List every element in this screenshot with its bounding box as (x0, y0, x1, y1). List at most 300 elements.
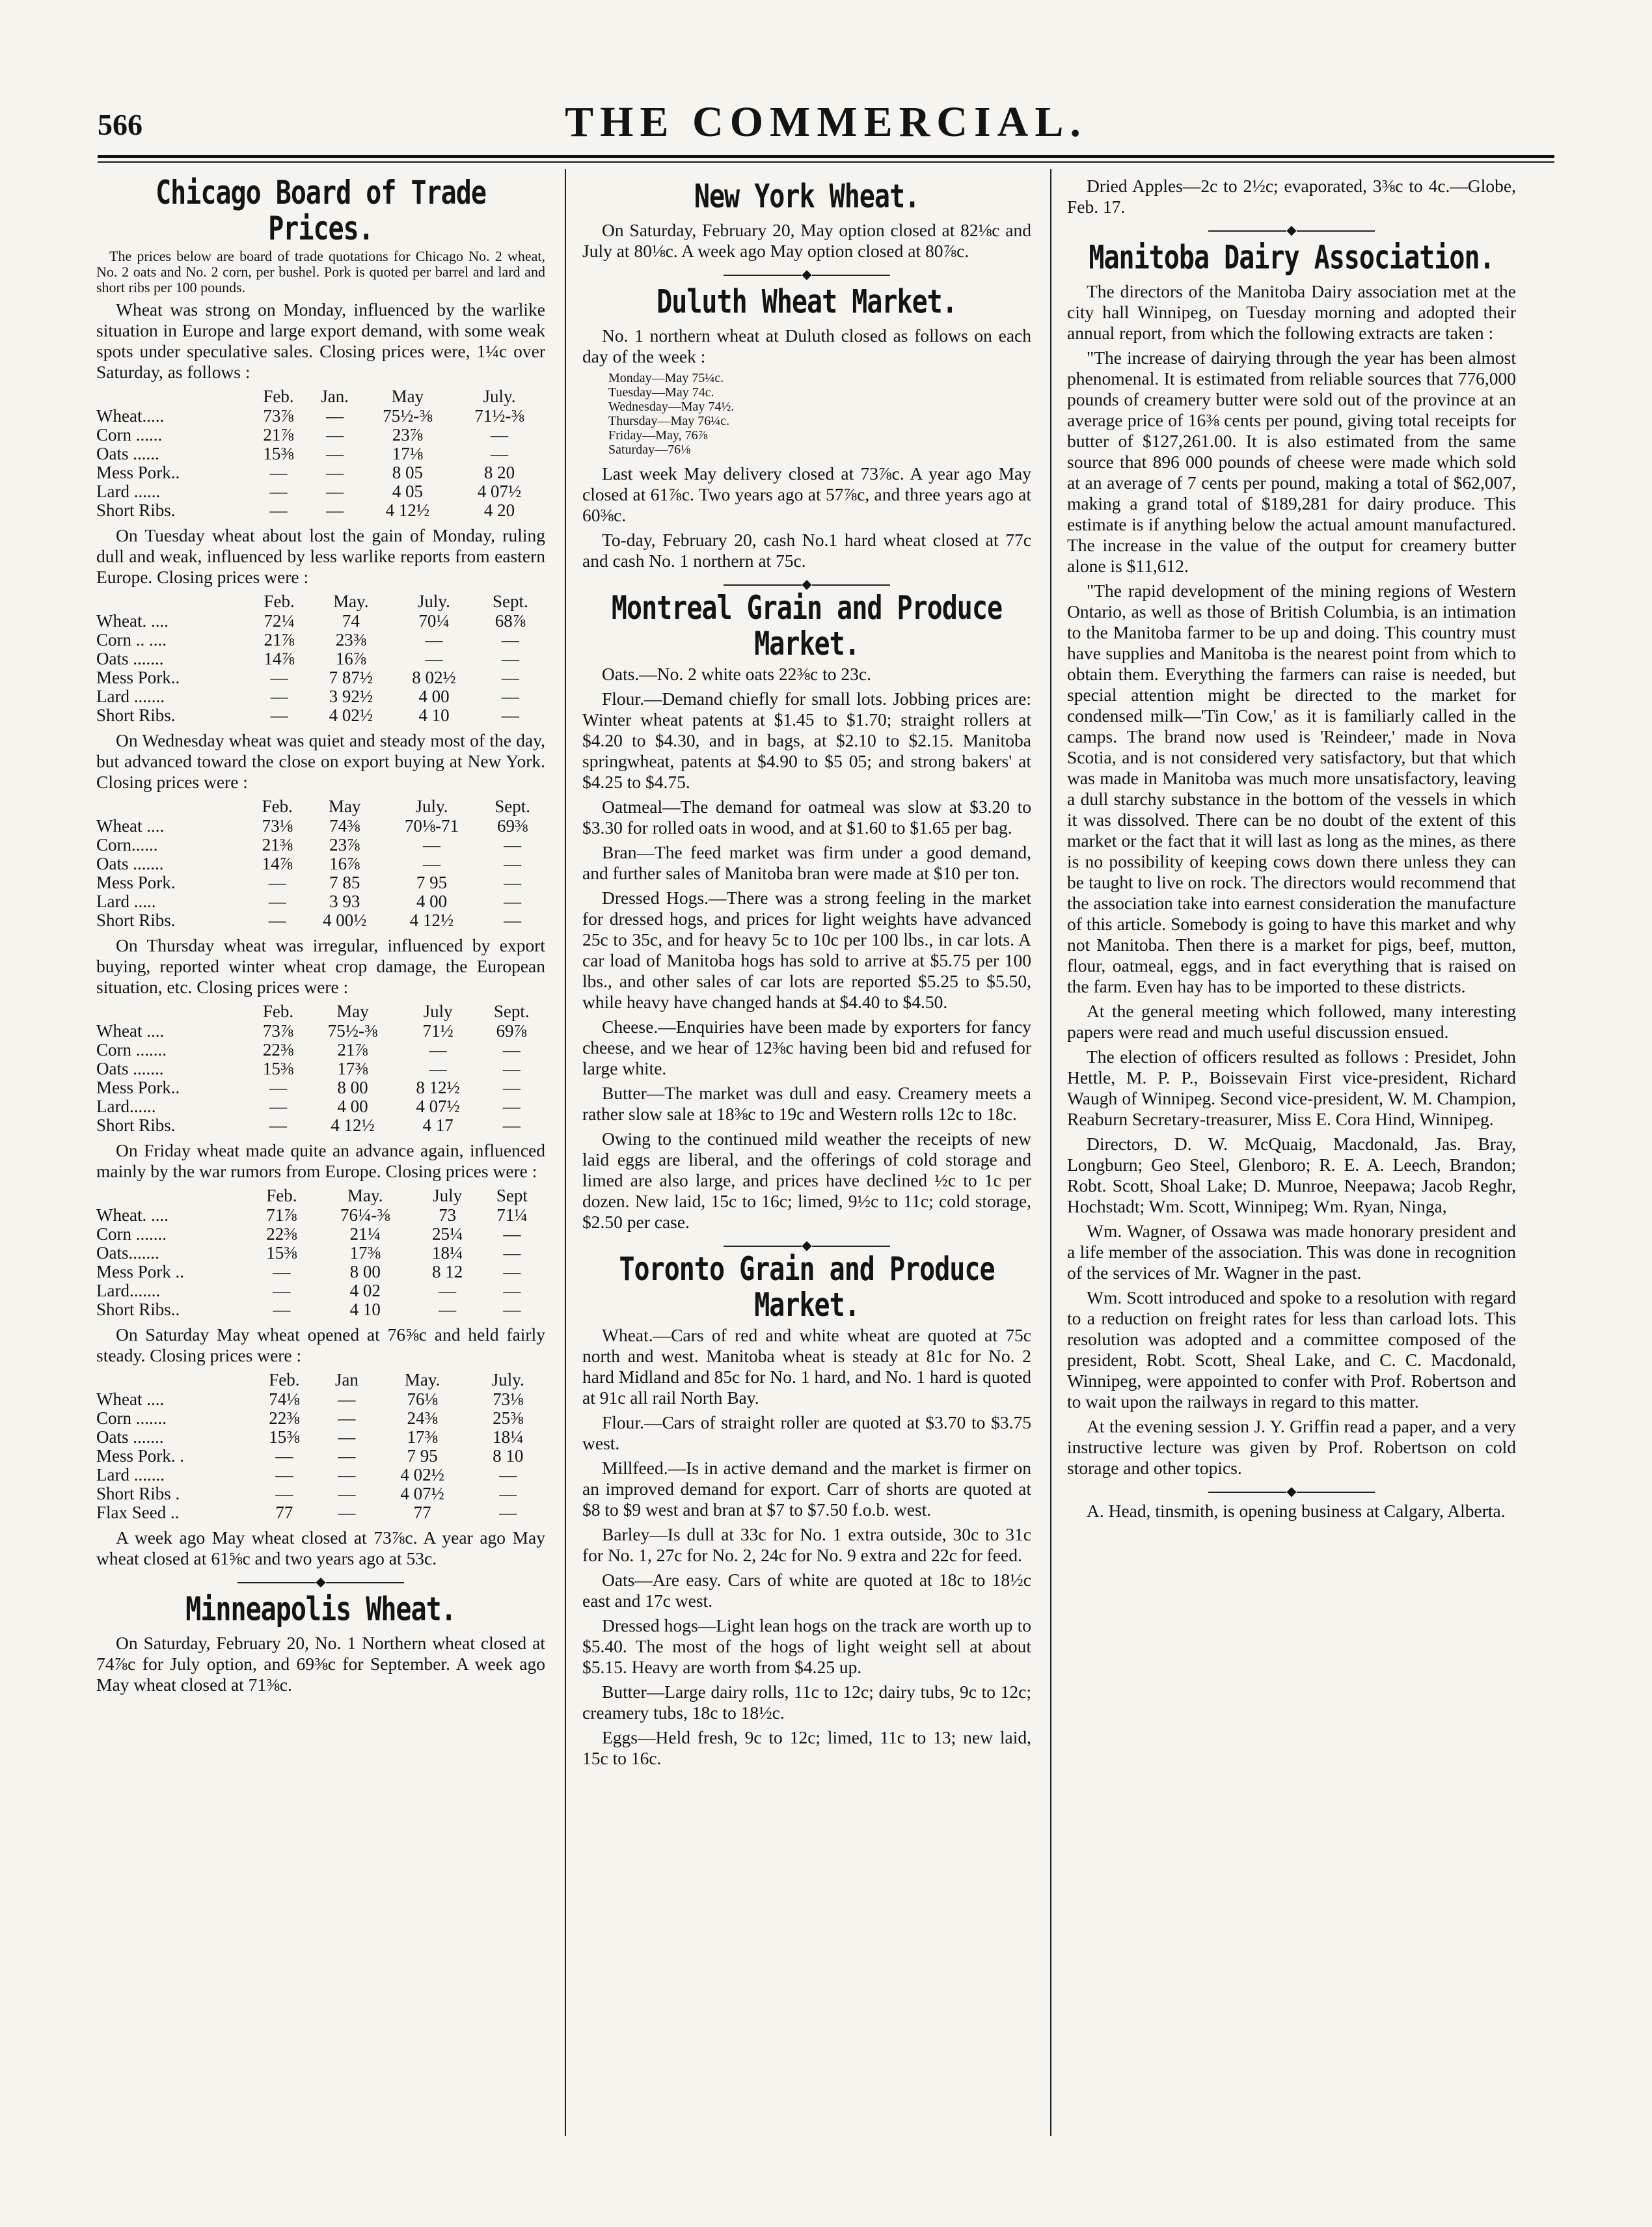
price-cell: 15⅜ (269, 1427, 300, 1447)
column-header: July (433, 1186, 463, 1205)
column-header: July. (415, 797, 448, 816)
price-cell: 18¼ (431, 1243, 463, 1263)
toronto-wheat: Wheat.—Cars of red and white wheat are quoted at 75c north and west. Manitoba wheat is steady at 81c for No. 2 hard Midland and 85c for No. 1 hard, and No. 1 hard is quoted at 91c all rail North Bay. (582, 1325, 1031, 1408)
price-cell: — (338, 1408, 356, 1428)
price-table-wednesday (96, 797, 545, 930)
column-header: Sept. (492, 592, 528, 611)
price-cell: — (425, 630, 443, 649)
table-row (96, 1244, 545, 1263)
table-row (96, 1503, 545, 1522)
commodity-label: Mess Pork .. (96, 1262, 185, 1281)
price-cell: 73⅛ (493, 1389, 524, 1409)
toronto-millfeed: Millfeed.—Is in active demand and the market is firmer on an improved demand for export. Carr of shorts are quoted at $8 to $9 west and bran at $7 to $7.50 f.o.b. west. (582, 1458, 1031, 1520)
price-cell: 70⅛-71 (404, 816, 459, 836)
dairy-heading: Manitoba Dairy Association. (1089, 239, 1495, 277)
price-cell: — (503, 1262, 521, 1281)
price-cell: — (502, 1078, 521, 1097)
column-header: Sept. (493, 1002, 530, 1021)
price-cell: — (501, 630, 519, 649)
page-number: 566 (98, 108, 142, 141)
table-row (96, 1041, 545, 1059)
list-item: Thursday—May 76¼c. (608, 414, 730, 428)
price-cell: — (504, 835, 522, 854)
column-header: Sept (496, 1186, 528, 1205)
commodity-label: Wheat. .... (96, 1205, 169, 1225)
price-cell: — (501, 687, 519, 706)
column-header: May. (347, 1186, 383, 1205)
price-cell: — (326, 425, 344, 444)
column-header: Jan (334, 1370, 359, 1389)
price-cell: — (503, 1281, 521, 1300)
table-row (96, 1263, 545, 1281)
price-cell: 21⅞ (337, 1040, 368, 1059)
column-header: Jan. (321, 387, 349, 406)
column-header (96, 1186, 249, 1206)
table-row (96, 1409, 545, 1428)
price-cell: 22⅜ (262, 1040, 294, 1059)
commodity-label: Mess Pork. (96, 873, 176, 892)
price-cell: — (429, 1040, 447, 1059)
column-header: May (391, 387, 424, 406)
price-cell: 8 00 (337, 1078, 368, 1097)
price-cell: — (338, 1427, 356, 1447)
table-row (96, 1484, 545, 1503)
price-cell: 4 07½ (400, 1484, 444, 1503)
price-cell: 71¼ (496, 1205, 528, 1225)
price-cell: 4 10 (349, 1300, 381, 1319)
commodity-label: Wheat..... (96, 406, 165, 426)
price-cell: — (273, 1262, 291, 1281)
commodity-label: Short Ribs. (96, 910, 176, 930)
price-cell: — (503, 1300, 521, 1319)
table-row (96, 668, 545, 687)
commodity-label: Oats ....... (96, 1059, 164, 1078)
price-cell: — (268, 873, 286, 892)
montreal-butter: Butter—The market was dull and easy. Creamery meets a rather slow sale at 18⅜c to 19c and Western rolls 12c to 18c. (582, 1083, 1031, 1124)
price-cell: — (270, 668, 288, 687)
price-cell: 8 20 (483, 463, 515, 482)
commodity-label: Lard ....... (96, 687, 165, 706)
dairy-paragraph-2: "The increase of dairying through the year has been almost phenomenal. It is estimated from reliable sources that 776,000 pounds of creamery butter were sold out of the province at an average price of 16⅜ cents per pound, giving total receipts for butter of $127,261.00. It is also estimated from the same source that 896 000 pounds of cheese were made which sold at an average of 7 cents per pound, making a total of $62,007, making a grand total of $189,281 for dairy produce. This estimate is if anything below the actual amount manufactured. The increase in the value of the output for creamery butter alone is $11,612. (1067, 348, 1516, 576)
price-cell: — (503, 1243, 521, 1263)
commodity-label: Lard ...... (96, 482, 161, 501)
price-cell: 75½-⅜ (383, 406, 433, 426)
table-row (96, 1116, 545, 1135)
column-header (96, 1002, 249, 1022)
price-cell: 4 00 (418, 687, 450, 706)
list-item: Monday—May 75¼c. (608, 371, 724, 385)
price-cell: — (439, 1300, 457, 1319)
price-cell: 17⅜ (407, 1427, 438, 1447)
price-cell: 23⅞ (329, 835, 360, 854)
commodity-label: Mess Pork.. (96, 463, 180, 482)
column-header: Feb. (262, 797, 293, 816)
price-cell: 22⅜ (266, 1224, 297, 1244)
price-cell: — (504, 892, 522, 911)
dried-apples-paragraph: Dried Apples—2c to 2½c; evaporated, 3⅜c to 4c.—Globe, Feb. 17. (1067, 176, 1516, 217)
price-cell: — (502, 1059, 521, 1078)
dairy-paragraph-1: The directors of the Manitoba Dairy association met at the city hall Winnipeg, on Tuesday morning and adopted their annual report, from which the following extracts are taken : (1067, 281, 1516, 343)
price-cell: — (269, 1115, 287, 1135)
table-header-row (96, 1002, 545, 1022)
column-header: Feb. (266, 1186, 297, 1205)
toronto-dressed-hogs: Dressed hogs—Light lean hogs on the track are worth up to $5.40. The most of the hogs of light weight sell at about $5.15. Heavy are worth from $4.25 up. (582, 1615, 1031, 1677)
column-header (96, 1370, 249, 1390)
price-cell: 75½-⅜ (327, 1021, 378, 1041)
commodity-label: Mess Pork. . (96, 1446, 185, 1466)
price-cell: 73⅞ (262, 1021, 294, 1041)
table-row (96, 687, 545, 706)
table-row (96, 407, 545, 426)
table-row (96, 1225, 545, 1244)
chicago-note: The prices below are board of trade quotations for Chicago No. 2 wheat, No. 2 oats and No. 2 corn, per bushel. Pork is quoted per barrel and lard and short ribs per 100 pounds. (96, 248, 545, 295)
table-header-row (96, 1186, 545, 1206)
table-row (96, 1078, 545, 1097)
price-cell: 7 95 (407, 1446, 438, 1466)
price-cell: — (273, 1281, 291, 1300)
duluth-daily-list (608, 371, 1031, 457)
commodity-label: Corn...... (96, 835, 158, 854)
price-cell: 4 00 (416, 892, 448, 911)
price-cell: 21¼ (349, 1224, 381, 1244)
column-header (96, 797, 249, 817)
price-cell: — (501, 668, 519, 687)
column-1 (96, 176, 545, 1699)
price-table-thursday (96, 1002, 545, 1135)
price-cell: — (326, 463, 344, 482)
price-cell: — (326, 500, 344, 520)
column-2 (582, 176, 1031, 1773)
price-cell: — (501, 705, 519, 725)
price-cell: 15⅜ (266, 1243, 297, 1263)
montreal-bran: Bran—The feed market was firm under a good demand, and further sales of Manitoba bran were made at $10 per ton. (582, 842, 1031, 883)
price-cell: 4 12½ (385, 500, 430, 520)
price-cell: — (269, 500, 288, 520)
price-cell: 25⅜ (493, 1408, 524, 1428)
price-cell: 73⅞ (263, 406, 294, 426)
toronto-oats: Oats—Are easy. Cars of white are quoted at 18c to 18½c east and 17c west. (582, 1570, 1031, 1611)
commodity-label: Short Ribs . (96, 1484, 180, 1503)
dairy-paragraph-8: Wm. Scott introduced and spoke to a resolution with regard to a reduction on freight rates for less than carload lots. This resolution was adopted and a committee composed of the president, Robt. Scott, Sheal Lake, and C. C. Macdonald, Winnipeg, were appointed to confer with Prof. Robertson and to wait upon the railways in regard to this matter. (1067, 1287, 1516, 1412)
dairy-paragraph-6: Directors, D. W. McQuaig, Macdonald, Jas. Bray, Longburn; Geo Steel, Glenboro; R. E. A. Leech, Brandon; Robt. Scott, Shoal Lake; D. Munroe, Neepawa; Jacob Reghr, Hochstadt; Wm. Scott, Winnipeg; Wm. Ryan, Ninga, (1067, 1134, 1516, 1216)
price-cell: 77 (413, 1503, 431, 1522)
price-cell: — (269, 482, 288, 501)
price-cell: 74⅜ (329, 816, 360, 836)
table-header-row (96, 797, 545, 817)
price-cell: 4 20 (483, 500, 515, 520)
price-cell: — (422, 854, 440, 873)
price-cell: — (502, 1115, 521, 1135)
price-cell: 4 00 (337, 1097, 368, 1116)
table-row (96, 612, 545, 631)
list-item: Saturday—76⅛ (608, 443, 691, 457)
price-cell: 4 02½ (400, 1465, 444, 1484)
commodity-label: Lard...... (96, 1097, 156, 1116)
price-cell: 73 (439, 1205, 457, 1225)
column-header: May. (333, 592, 369, 611)
price-cell: 14⅞ (262, 854, 293, 873)
price-cell: — (269, 463, 288, 482)
column-header: Sept. (494, 797, 531, 816)
chicago-heading: Chicago Board of Trade Prices. (156, 176, 486, 248)
commodity-label: Oats ....... (96, 1427, 164, 1447)
table-row (96, 817, 545, 836)
table-row (96, 631, 545, 649)
price-cell: 4 02½ (329, 705, 373, 725)
section-separator: ◆ (582, 1239, 1031, 1252)
table-row (96, 482, 545, 501)
column-header: Feb. (262, 1002, 294, 1021)
price-table-tuesday (96, 592, 545, 725)
table-row (96, 1059, 545, 1078)
table-row (96, 1390, 545, 1409)
week-ago-paragraph: A week ago May wheat closed at 73⅞c. A year ago May wheat closed at 61⅝c and two years ago at 53c. (96, 1527, 545, 1568)
friday-paragraph: On Friday wheat made quite an advance again, influenced mainly by the war rumors from Europe. Closing prices were : (96, 1140, 545, 1181)
price-cell: 16⅞ (329, 854, 360, 873)
column-rule (1050, 169, 1051, 2136)
dairy-paragraph-4: At the general meeting which followed, many interesting papers were read and much useful discussion ensued. (1067, 1001, 1516, 1042)
duluth-paragraph: No. 1 northern wheat at Duluth closed as follows on each day of the week : (582, 325, 1031, 366)
price-cell: 17⅜ (337, 1059, 368, 1078)
table-row (96, 1281, 545, 1300)
table-row (96, 854, 545, 873)
saturday-paragraph: On Saturday May wheat opened at 76⅝c and held fairly steady. Closing prices were : (96, 1324, 545, 1365)
column-header: May. (404, 1370, 440, 1389)
price-cell: — (269, 1078, 287, 1097)
new-york-paragraph: On Saturday, February 20, May option closed at 82⅛c and July at 80⅛c. A week ago May option closed at 80⅞c. (582, 220, 1031, 261)
table-row (96, 1428, 545, 1447)
list-item: Wednesday—May 74½. (608, 400, 735, 414)
tuesday-paragraph: On Tuesday wheat about lost the gain of Monday, ruling dull and weak, influenced by less warlike reports from eastern Europe. Closing prices were : (96, 525, 545, 587)
price-cell: — (490, 425, 508, 444)
price-cell: 4 05 (392, 482, 424, 501)
montreal-eggs: Owing to the continued mild weather the receipts of new laid eggs are liberal, and the offerings of cold storage and limed are also large, and prices have declined ½c to 1c per dozen. New laid, 15c to 16c; limed, 9½c to 11c; cold storage, $2.50 per case. (582, 1128, 1031, 1232)
commodity-label: Corn ....... (96, 1408, 167, 1428)
dairy-paragraph-9: At the evening session J. Y. Griffin read a paper, and a very instructive lecture was given by Prof. Robertson on cold storage and other topics. (1067, 1416, 1516, 1478)
price-cell: 17⅛ (392, 444, 424, 463)
montreal-dressed-hogs: Dressed Hogs.—There was a strong feeling in the market for dressed hogs, and prices for light weights have advanced 25c to 35c, and for heavy 5c to 10c per 100 lbs., in car lots. A car load of Manitoba hogs has sold to arrive at $5.75 per 100 lbs., and other sales of car lots are reported $5.25 to $5.50, while heavy have changed hands at $4.40 to $4.50. (582, 888, 1031, 1012)
price-cell: 4 07½ (416, 1097, 460, 1116)
commodity-label: Short Ribs. (96, 500, 176, 520)
commodity-label: Short Ribs.. (96, 1300, 180, 1319)
price-cell: 21⅜ (262, 835, 293, 854)
price-cell: 4 10 (418, 705, 450, 725)
price-cell: — (504, 873, 522, 892)
table-row (96, 426, 545, 444)
commodity-label: Wheat .... (96, 1021, 165, 1041)
commodity-label: Short Ribs. (96, 1115, 176, 1135)
column-3 (1067, 176, 1516, 1525)
table-row (96, 911, 545, 930)
column-header: July. (417, 592, 450, 611)
table-row (96, 873, 545, 892)
montreal-heading: Montreal Grain and Produce Market. (611, 589, 1003, 663)
price-cell: 21⅞ (264, 630, 295, 649)
duluth-paragraph-2: Last week May delivery closed at 73⅞c. A year ago May closed at 61⅞c. Two years ago at 57⅞c, and three years ago at 60⅜c. (582, 463, 1031, 525)
price-cell: — (490, 444, 508, 463)
price-cell: 23⅞ (392, 425, 424, 444)
price-cell: 24⅜ (407, 1408, 438, 1428)
section-separator: ◆ (582, 578, 1031, 591)
column-rule (565, 169, 566, 2136)
price-cell: — (268, 910, 286, 930)
table-row (96, 1022, 545, 1041)
price-cell: 71½-⅜ (474, 406, 524, 426)
commodity-label: Lard ..... (96, 892, 156, 911)
price-cell: 76¼-⅜ (340, 1205, 390, 1225)
price-cell: 4 07½ (477, 482, 522, 501)
price-cell: — (275, 1465, 293, 1484)
montreal-oatmeal: Oatmeal—The demand for oatmeal was slow at $3.20 to $3.30 for rolled oats in wood, and at $1.60 to $1.65 per bag. (582, 797, 1031, 838)
commodity-label: Short Ribs. (96, 705, 176, 725)
column-header: July (423, 1002, 453, 1021)
price-cell: 74⅛ (269, 1389, 300, 1409)
price-cell: — (338, 1389, 356, 1409)
price-cell: — (338, 1465, 356, 1484)
price-cell: — (269, 1097, 287, 1116)
table-row (96, 463, 545, 482)
price-cell: 73⅛ (262, 816, 293, 836)
price-cell: — (429, 1059, 447, 1078)
price-cell: 77 (275, 1503, 293, 1522)
commodity-label: Wheat. .... (96, 611, 169, 631)
price-cell: — (273, 1300, 291, 1319)
commodity-label: Lard ....... (96, 1465, 165, 1484)
table-header-row (96, 1370, 545, 1390)
price-cell: 7 85 (329, 873, 360, 892)
column-header: July. (491, 1370, 524, 1389)
price-cell: — (504, 854, 522, 873)
column-header: Feb. (269, 1370, 300, 1389)
price-cell: 68⅞ (494, 611, 526, 631)
commodity-label: Flax Seed .. (96, 1503, 180, 1522)
price-cell: — (275, 1484, 293, 1503)
price-cell: — (499, 1503, 517, 1522)
price-cell: — (504, 910, 522, 930)
price-cell: — (338, 1446, 356, 1466)
price-cell: — (275, 1446, 293, 1466)
column-header (96, 387, 249, 407)
head-tinsmith-paragraph: A. Head, tinsmith, is opening business at Calgary, Alberta. (1087, 1501, 1506, 1521)
monday-paragraph: Wheat was strong on Monday, influenced by the warlike situation in Europe and large export demand, with some weak spots under speculative sales. Closing prices were, 1¼c over Saturday, as follows : (96, 299, 545, 382)
price-cell: — (270, 705, 288, 725)
price-cell: — (502, 1097, 521, 1116)
dairy-paragraph-3: "The rapid development of the mining regions of Western Ontario, as well as those of British Columbia, is an intimation to the Manitoba farmer to be up and doing. This country must have supplies and Manitoba is the nearest point from which to obtain them. Everything the farmers can raise is needed, but special attention might be directed to the market for condensed milk—'Tin Cow,' as it is familiarly called in the camps. The brand now used is 'Reindeer,' made in Nova Scotia, and is not considered very satisfactory, but that which was made in Manitoba was much more unsatisfactory, leaving a dull starchy substance in the bottom of the vessels in which it was dissolved. There can be no doubt of the extent of this market or the fact that it will last as long as the mines, as there is no possibility of keeping cows down there unless they can be taught to live on rock. The directors would recommend that the association take into earnest consideration the manufacture of this article. Somebody is going to have this market and why not Manitoba. Then there is a market for pigs, beef, mutton, flour, oatmeal, eggs, and in fact everything that is raised on the farm. Even hay has to be imported to these districts. (1067, 581, 1516, 996)
price-cell: 3 93 (329, 892, 360, 911)
price-cell: 7 95 (416, 873, 448, 892)
minneapolis-paragraph: On Saturday, February 20, No. 1 Northern wheat closed at 74⅞c for July option, and 69⅜c for September. A week ago May wheat closed at 71⅜c. (96, 1633, 545, 1695)
commodity-label: Wheat .... (96, 816, 165, 836)
commodity-label: Corn .. .... (96, 630, 167, 649)
price-cell: 69⅜ (497, 816, 528, 836)
masthead-rule (98, 155, 1554, 158)
price-cell: — (326, 482, 344, 501)
price-cell: 25¼ (431, 1224, 463, 1244)
table-row (96, 892, 545, 911)
price-cell: 8 02½ (412, 668, 456, 687)
montreal-cheese: Cheese.—Enquiries have been made by exporters for fancy cheese, and we hear of 12⅜c having been bid and refused for large white. (582, 1017, 1031, 1078)
price-cell: 4 02 (349, 1281, 381, 1300)
price-cell: 18¼ (493, 1427, 524, 1447)
price-cell: 71⅞ (266, 1205, 297, 1225)
thursday-paragraph: On Thursday wheat was irregular, influenced by export buying, reported winter wheat crop damage, the European situation, etc. Closing prices were : (96, 935, 545, 997)
commodity-label: Oats ....... (96, 854, 164, 873)
toronto-barley: Barley—Is dull at 33c for No. 1 extra outside, 30c to 31c for No. 1, 27c for No. 2, 24c for No. 9 extra and 22c for feed. (582, 1524, 1031, 1565)
new-york-heading: New York Wheat. (694, 178, 920, 215)
commodity-label: Oats ....... (96, 649, 164, 668)
price-cell: 4 12½ (331, 1115, 375, 1135)
price-cell: 8 12½ (416, 1078, 460, 1097)
toronto-butter: Butter—Large dairy rolls, 11c to 12c; dairy tubs, 9c to 12c; creamery tubs, 18c to 18½c. (582, 1682, 1031, 1723)
price-table-saturday (96, 1370, 545, 1522)
table-header-row (96, 592, 545, 612)
table-row (96, 1466, 545, 1484)
price-cell: 70¼ (418, 611, 450, 631)
price-cell: 72¼ (264, 611, 295, 631)
newspaper-title: THE COMMERCIAL. (565, 98, 1087, 146)
table-header-row (96, 387, 545, 407)
commodity-label: Wheat .... (96, 1389, 165, 1409)
list-item: Tuesday—May 74c. (608, 385, 714, 400)
price-cell: — (268, 892, 286, 911)
price-cell: — (502, 1040, 521, 1059)
price-cell: — (326, 406, 344, 426)
price-cell: 7 87½ (329, 668, 373, 687)
price-cell: — (439, 1281, 457, 1300)
price-cell: — (501, 649, 519, 668)
column-header: Feb. (264, 592, 295, 611)
section-separator: ◆ (96, 1576, 545, 1589)
price-cell: — (499, 1465, 517, 1484)
table-row (96, 444, 545, 463)
table-row (96, 706, 545, 725)
table-row (96, 649, 545, 668)
commodity-label: Mess Pork.. (96, 1078, 180, 1097)
price-cell: 4 17 (422, 1115, 454, 1135)
price-table-monday (96, 387, 545, 520)
price-cell: 21⅞ (263, 425, 294, 444)
price-cell: — (338, 1503, 356, 1522)
table-row (96, 1097, 545, 1116)
commodity-label: Corn ....... (96, 1040, 167, 1059)
price-cell: — (338, 1484, 356, 1503)
dairy-paragraph-7: Wm. Wagner, of Ossawa was made honorary president and a life member of the association. This was done in recognition of the services of Mr. Wagner in the past. (1067, 1221, 1516, 1283)
commodity-label: Mess Pork.. (96, 668, 180, 687)
price-cell: 8 12 (431, 1262, 463, 1281)
table-row (96, 836, 545, 854)
duluth-paragraph-3: To-day, February 20, cash No.1 hard wheat closed at 77c and cash No. 1 northern at 75c. (582, 530, 1031, 571)
price-cell: 14⅞ (264, 649, 295, 668)
price-cell: 17⅜ (349, 1243, 381, 1263)
column-header: July. (483, 387, 516, 406)
table-row (96, 1447, 545, 1466)
section-separator: ◆ (1067, 1485, 1516, 1498)
table-row (96, 501, 545, 520)
price-cell: 76⅛ (407, 1389, 438, 1409)
section-separator: ◆ (582, 268, 1031, 281)
montreal-oats: Oats.—No. 2 white oats 22⅜c to 23c. (602, 664, 871, 684)
price-cell: — (326, 444, 344, 463)
price-cell: 23⅜ (335, 630, 367, 649)
duluth-heading: Duluth Wheat Market. (657, 283, 957, 321)
masthead-rule-thin (98, 161, 1554, 163)
commodity-label: Corn ...... (96, 425, 163, 444)
price-table-friday (96, 1186, 545, 1319)
commodity-label: Lard....... (96, 1281, 161, 1300)
column-header: May (329, 797, 361, 816)
toronto-heading: Toronto Grain and Produce Market. (619, 1250, 995, 1324)
table-row (96, 1300, 545, 1319)
